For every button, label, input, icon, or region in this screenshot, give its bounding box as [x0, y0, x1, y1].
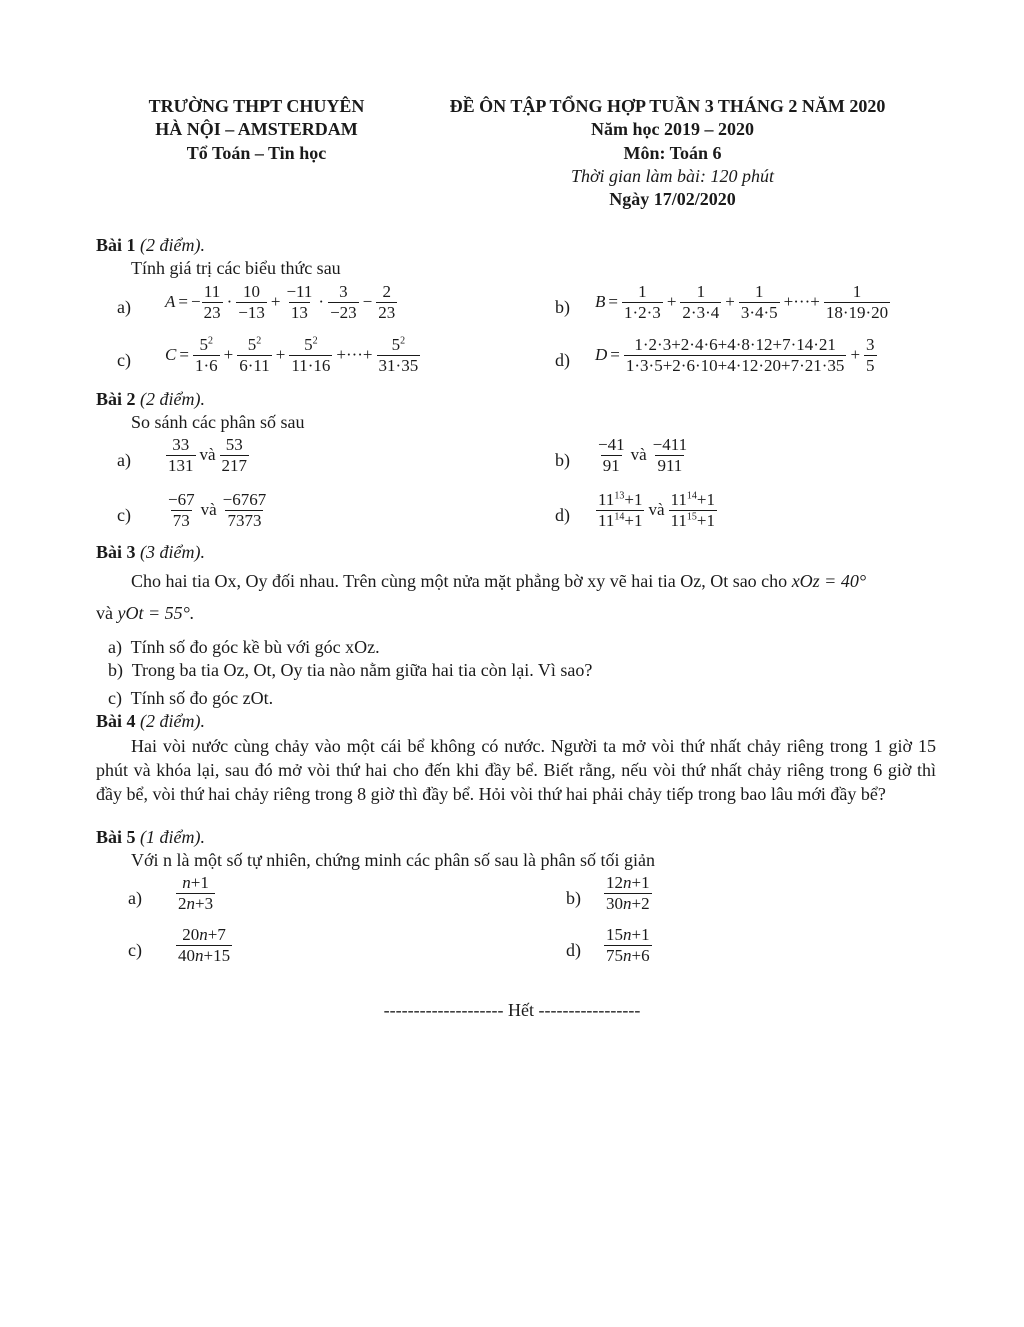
- bai1-expr-c: C = $\frac{5^2}{1\cdot 6}$ + $\frac{5^2}{6\cdot 11}$ + $\frac{5^2}{11\cdot 16}$ +···+ $\frac{5^2}{31\cdot 35}$: [165, 335, 419, 375]
- bai5-label-c: c): [128, 940, 142, 960]
- bai1-heading: Bài 1 (2 điểm).: [96, 235, 205, 255]
- bai5-label-b: b): [566, 888, 581, 908]
- end-marker: -------------------- Hết -----------------: [383, 1000, 641, 1020]
- bai3-heading: Bài 3 (3 điểm).: [96, 542, 205, 562]
- bai2-expr-b: $\frac{-41}{91}$ và $\frac{-411}{911}$: [598, 435, 688, 475]
- bai2-expr-a: $\frac{33}{131}$ và $\frac{53}{217}$: [168, 435, 248, 475]
- bai5-intro: Với n là một số tự nhiên, chứng minh các phân số sau là phân số tối giản: [131, 850, 655, 870]
- bai1-expr-d: D = $\frac{1\cdot 2\cdot 3+2\cdot 4\cdot 6+4\cdot 8\cdot 12+7\cdot 14\cdot 21}{1\cdot 3\cdot 5+2\cdot 6\cdot 10+4\cdot 12\cdot 20+7\cdot 21\cdot 35}$ + $\frac{3}{5}$: [595, 335, 875, 375]
- bai3-question-b: b) Trong ba tia Oz, Ot, Oy tia nào nằm giữa hai tia còn lại. Vì sao?: [108, 660, 593, 680]
- bai2-intro: So sánh các phân số sau: [131, 412, 305, 432]
- subject: Môn: Toán 6: [623, 143, 722, 163]
- bai2-expr-d: $\frac{11^{13}+1}{11^{14}+1}$ và $\frac{11^{14}+1}{11^{15}+1}$: [598, 490, 715, 530]
- bai2-heading: Bài 2 (2 điểm).: [96, 389, 205, 409]
- bai1-label-b: b): [555, 297, 570, 317]
- bai1-expr-a: A = − $\frac{11}{23}$ · $\frac{10}{-13}$ + $\frac{-11}{13}$ · $\frac{3}{-23}$ − $\frac{2}{23}$: [165, 282, 396, 322]
- time-limit: Thời gian làm bài: 120 phút: [570, 166, 775, 186]
- bai3-statement-line2: và yOt = 55°.: [96, 603, 195, 623]
- bai2-expr-c: $\frac{-67}{73}$ và $\frac{-6767}{7373}$: [168, 490, 267, 530]
- bai2-label-a: a): [117, 450, 131, 470]
- bai2-label-b: b): [555, 450, 570, 470]
- exam-title: ĐỀ ÔN TẬP TỔNG HỢP TUẦN 3 THÁNG 2 NĂM 2020: [449, 96, 886, 116]
- bai3-question-a: a) Tính số đo góc kề bù với góc xOz.: [108, 637, 380, 657]
- bai5-expr-b: $\frac{12n+1}{30n+2}$: [606, 873, 650, 913]
- bai5-heading: Bài 5 (1 điểm).: [96, 827, 205, 847]
- bai2-label-d: d): [555, 505, 570, 525]
- bai3-statement-line1: Cho hai tia Ox, Oy đối nhau. Trên cùng một nửa mặt phẳng bờ xy vẽ hai tia Oz, Ot sao cho xOz = 40°: [131, 571, 867, 591]
- bai1-label-a: a): [117, 297, 131, 317]
- bai1-label-c: c): [117, 350, 131, 370]
- bai5-label-a: a): [128, 888, 142, 908]
- bai4-heading: Bài 4 (2 điểm).: [96, 711, 205, 731]
- bai5-expr-d: $\frac{15n+1}{75n+6}$: [606, 925, 650, 965]
- exam-date: Ngày 17/02/2020: [609, 189, 736, 209]
- bai1-intro: Tính giá trị các biểu thức sau: [131, 258, 341, 278]
- bai5-expr-a: $\frac{n+1}{2n+3}$: [178, 873, 214, 913]
- school-name-line2: HÀ NỘI – AMSTERDAM: [155, 119, 358, 139]
- bai1-label-d: d): [555, 350, 570, 370]
- bai4-text: Hai vòi nước cùng chảy vào một cái bể không có nước. Người ta mở vòi thứ nhất chảy riêng trong 1 giờ 15 phút và khóa lại, sau đó mở vòi thứ hai cho đến khi đầy bể. Biết rằng, nếu vòi thứ nhất chảy riêng trong 6 giờ thì đầy bể, vòi thứ hai chảy riêng trong 8 giờ thì đầy bể. Hỏi vòi thứ hai phải chảy tiếp trong bao lâu mới đầy bể?: [96, 736, 936, 804]
- school-name-line1: TRƯỜNG THPT CHUYÊN: [148, 96, 365, 116]
- school-year: Năm học 2019 – 2020: [591, 119, 754, 139]
- bai2-label-c: c): [117, 505, 131, 525]
- department-name: Tổ Toán – Tin học: [186, 143, 327, 163]
- bai3-question-c: c) Tính số đo góc zOt.: [108, 688, 274, 708]
- bai5-expr-c: $\frac{20n+7}{40n+15}$: [178, 925, 231, 965]
- bai1-expr-b: B = $\frac{1}{1\cdot 2\cdot 3}$ + $\frac{1}{2\cdot 3\cdot 4}$ + $\frac{1}{3\cdot 4\cdot 5}$ +···+ $\frac{1}{18\cdot 19\cdot 20}$: [595, 282, 889, 322]
- bai5-label-d: d): [566, 940, 581, 960]
